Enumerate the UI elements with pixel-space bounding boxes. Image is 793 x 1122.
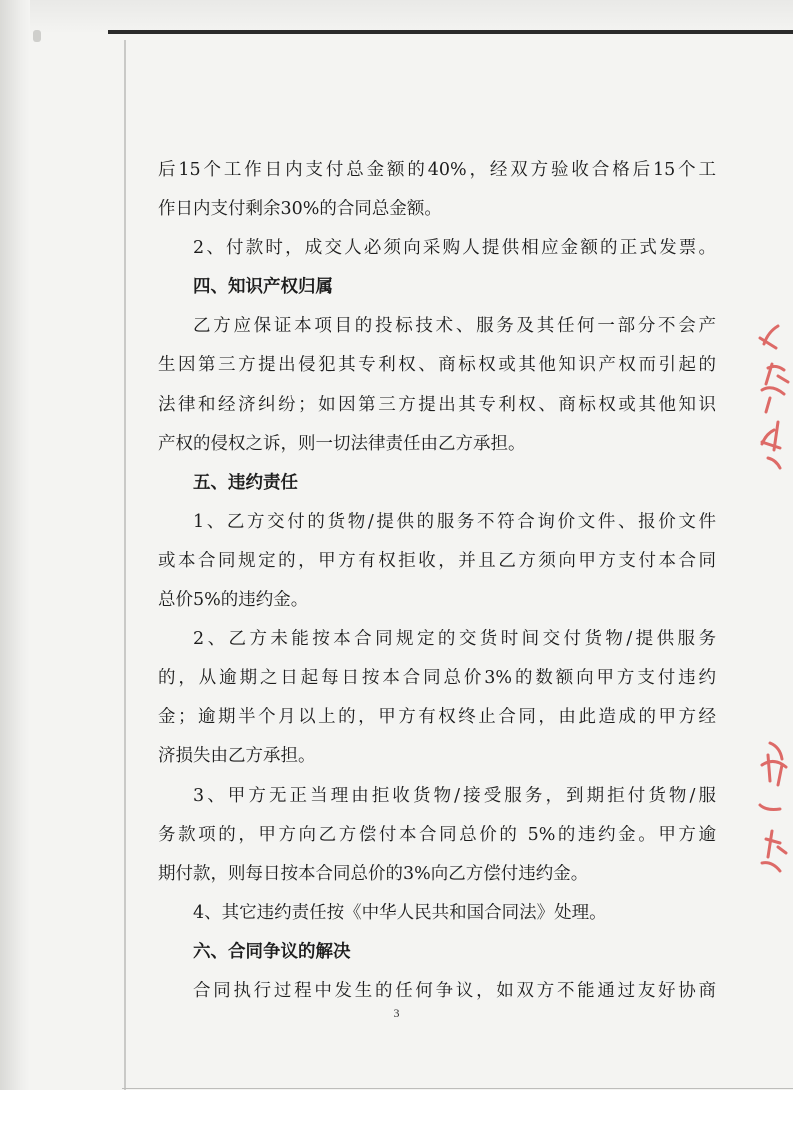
scan-top-shadow bbox=[0, 0, 793, 34]
text-line: 乙方应保证本项目的投标技术、服务及其任何一部分不会产 bbox=[193, 316, 716, 337]
text-line: 期付款，则每日按本合同总价的3%向乙方偿付违约金。 bbox=[158, 863, 589, 884]
text-line: 金；逾期半个月以上的，甲方有权终止合同，由此造成的甲方经 bbox=[158, 707, 716, 728]
text-line: 或本合同规定的，甲方有权拒收，并且乙方须向甲方支付本合同 bbox=[158, 550, 716, 571]
page-number: 3 bbox=[393, 1006, 400, 1020]
text-line: 总价5%的违约金。 bbox=[158, 590, 309, 611]
text-line: 2、付款时，成交人必须向采购人提供相应金额的正式发票。 bbox=[193, 238, 716, 259]
text-line: 作日内支付剩余30%的合同总金额。 bbox=[158, 199, 442, 220]
section-heading: 六、合同争议的解决 bbox=[193, 941, 351, 962]
scan-top-edge bbox=[108, 30, 793, 34]
text-line: 后15个工作日内支付总金额的40%，经双方验收合格后15个工 bbox=[158, 160, 716, 180]
scan-fold-line bbox=[124, 40, 126, 1090]
scan-binding-mark bbox=[33, 30, 41, 42]
text-line: 1、乙方交付的货物/提供的服务不符合询价文件、报价文件 bbox=[193, 511, 716, 532]
text-line: 的，从逾期之日起每日按本合同总价3%的数额向甲方支付违约 bbox=[158, 668, 716, 689]
scan-left-shadow bbox=[0, 0, 30, 1122]
scan-bottom-edge bbox=[122, 1088, 793, 1089]
section-heading: 四、知识产权归属 bbox=[193, 277, 333, 298]
text-line: 3、甲方无正当理由拒收货物/接受服务，到期拒付货物/服 bbox=[193, 785, 716, 806]
seal-stamp-upper bbox=[748, 318, 793, 478]
text-line: 法律和经济纠纷；如因第三方提出其专利权、商标权或其他知识 bbox=[158, 394, 716, 415]
text-line: 务款项的，甲方向乙方偿付本合同总价的 5%的违约金。甲方逾 bbox=[158, 824, 716, 845]
text-line: 生因第三方提出侵犯其专利权、商标权或其他知识产权而引起的 bbox=[158, 355, 716, 376]
document-body bbox=[158, 151, 716, 1011]
text-line: 产权的侵权之诉，则一切法律责任由乙方承担。 bbox=[158, 433, 526, 454]
text-line: 4、其它违约责任按《中华人民共和国合同法》处理。 bbox=[193, 902, 607, 923]
text-line: 济损失由乙方承担。 bbox=[158, 746, 316, 767]
section-heading: 五、违约责任 bbox=[193, 472, 298, 493]
scan-bottom-margin bbox=[0, 1090, 793, 1122]
seal-stamp-lower bbox=[748, 735, 793, 885]
text-line: 合同执行过程中发生的任何争议，如双方不能通过友好协商 bbox=[193, 980, 716, 1001]
text-line: 2、乙方未能按本合同规定的交货时间交付货物/提供服务 bbox=[193, 629, 716, 650]
